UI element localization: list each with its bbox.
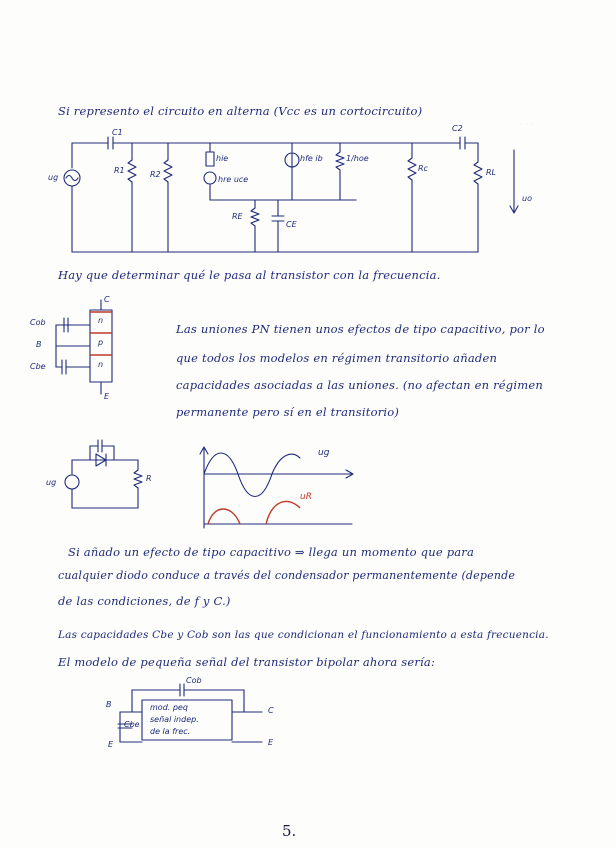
- para-diode-line-3: de las condiciones, de f y C.): [58, 594, 231, 608]
- label-ce: CE: [286, 220, 297, 229]
- label-model-cob: Cob: [186, 676, 202, 685]
- label-rc: Rc: [418, 164, 428, 173]
- para-capacitances: Las capacidades Cbe y Cob son las que condicionan el funcionamiento a esta frecuencia.: [58, 629, 549, 641]
- label-c1: C1: [112, 128, 123, 137]
- label-hoe: 1/hoe: [346, 154, 369, 163]
- line-circuit-intro: Si represento el circuito en alterna (Vcc es un cortocircuito): [58, 104, 423, 118]
- label-model-cbe: Cbe: [124, 720, 140, 729]
- page-number: 5.: [282, 822, 297, 840]
- para-diode-line-1: Si añado un efecto de tipo capacitivo ⇒ llega un momento que para: [68, 545, 475, 559]
- label-emitter: E: [104, 392, 110, 401]
- label-diode-ug: ug: [46, 478, 57, 487]
- label-c2: C2: [452, 124, 463, 133]
- label-hie: hie: [216, 154, 229, 163]
- para-diode-line-2: cualquier diodo conduce a través del condensador permanentemente (depende: [58, 569, 516, 582]
- line-transistor-frequency: Hay que determinar qué le pasa al transistor con la frecuencia.: [58, 268, 441, 282]
- label-diode-r: R: [146, 474, 152, 483]
- label-n-top: n: [98, 316, 104, 325]
- para-pn-line-3: capacidades asociadas a las uniones. (no afectan en régimen: [176, 378, 543, 392]
- label-ug: ug: [48, 173, 59, 182]
- label-uo: uo: [522, 194, 532, 203]
- label-n-bot: n: [98, 360, 104, 369]
- label-model-e-left: E: [108, 740, 114, 749]
- label-cbe: Cbe: [30, 362, 46, 371]
- label-cob: Cob: [30, 318, 46, 327]
- para-pn-line-1: Las uniones PN tienen unos efectos de tipo capacitivo, por lo: [176, 322, 545, 336]
- label-model-box-3: de la frec.: [150, 727, 191, 736]
- bleed-through: · · ·: [520, 120, 533, 129]
- label-hre-uce: hre uce: [218, 175, 249, 184]
- label-model-e-right: E: [268, 738, 274, 747]
- para-pn-line-4: permanente pero sí en el transitorio): [176, 405, 400, 419]
- label-collector: C: [104, 295, 110, 304]
- label-r2: R2: [150, 170, 161, 179]
- para-small-signal-model: El modelo de pequeña señal del transistor bipolar ahora sería:: [58, 655, 436, 669]
- label-r1: R1: [114, 166, 125, 175]
- label-re: RE: [232, 212, 243, 221]
- label-wave-ur: uR: [300, 492, 312, 502]
- label-p-mid: p: [98, 338, 104, 347]
- label-model-box-2: señal indep.: [150, 715, 199, 724]
- label-hfe-ib: hfe ib: [300, 154, 323, 163]
- label-rl: RL: [486, 168, 497, 177]
- label-wave-ug: ug: [318, 448, 330, 458]
- label-model-box-1: mod. peq: [150, 703, 188, 712]
- label-model-c: C: [268, 706, 274, 715]
- label-model-b: B: [106, 700, 112, 709]
- para-pn-line-2: que todos los modelos en régimen transitorio añaden: [176, 351, 498, 365]
- label-base-b: B: [36, 340, 42, 349]
